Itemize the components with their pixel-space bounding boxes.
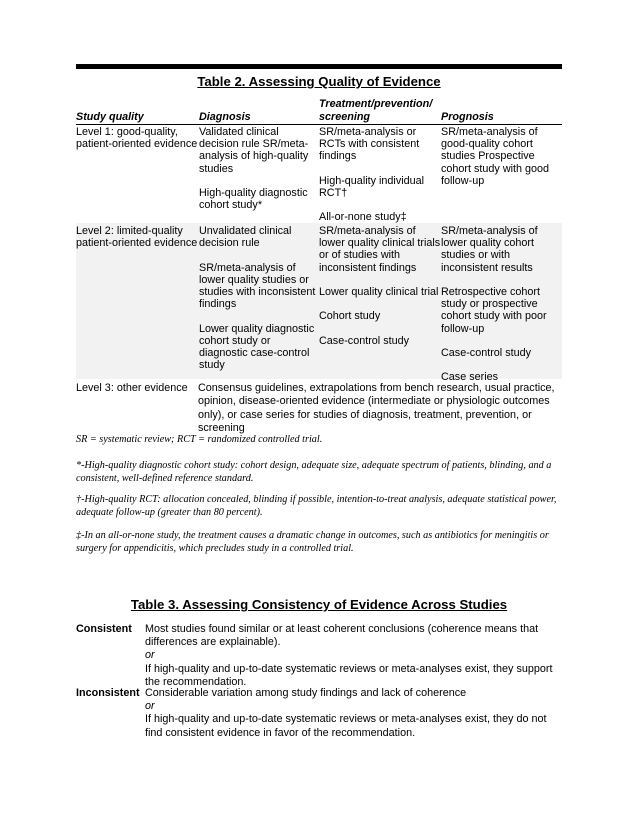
level2-prognosis	[441, 225, 561, 384]
level1-treatment-item: All-or-none study‡	[319, 211, 407, 224]
inconsistent-or: or	[145, 700, 155, 713]
level2-treatment	[319, 225, 441, 347]
level1-diagnosis-item: High-quality diagnostic cohort study*	[199, 187, 308, 212]
inconsistent-label: Inconsistent	[76, 687, 140, 699]
table3-title: Table 3. Assessing Consistency of Evidence Across Studies	[130, 597, 508, 612]
level3-label: Level 3: other evidence	[76, 382, 188, 394]
level3-text: Consensus guidelines, extrapolations from bench research, usual practice, opinion, disease-oriented evidence (intermediate or physiologic outcomes only), or case series for studies of diagnosis, treatment, prevention, or screening	[198, 382, 555, 435]
top-rule	[76, 64, 562, 69]
level2-prognosis-item: Case series	[441, 371, 499, 384]
consistent-text	[145, 623, 560, 689]
header-treatment: Treatment/prevention/ screening	[319, 98, 433, 123]
level1-treatment	[319, 126, 437, 224]
inconsistent-line: Considerable variation among study findings and lack of coherence	[145, 687, 467, 699]
level2-treatment-item: SR/meta-analysis of lower quality clinical trials or of studies with inconsistent findings	[319, 225, 441, 274]
level2-prognosis-item: SR/meta-analysis of lower quality cohort studies or with inconsistent results	[441, 225, 538, 274]
consistent-or: or	[145, 649, 155, 662]
consistent-label: Consistent	[76, 623, 132, 635]
level1-diagnosis	[199, 126, 319, 211]
level1-label: Level 1: good-quality, patient-oriented evidence	[76, 126, 198, 151]
consistent-line: If high-quality and up-to-date systematic reviews or meta-analyses exist, they support the recommendation.	[145, 662, 553, 688]
header-rule	[76, 124, 562, 125]
inconsistent-line: If high-quality and up-to-date systematic reviews or meta-analyses exist, they do not find consistent evidence in favor of the recommendation.	[145, 713, 547, 739]
table2-note: SR = systematic review; RCT = randomized controlled trial.	[76, 434, 323, 445]
level2-diagnosis-item: Unvalidated clinical decision rule	[199, 225, 292, 250]
table2-note: ‡-In an all-or-none study, the treatment causes a dramatic change in outcomes, such as antibiotics for meningitis or surgery for appendicitis, which precludes study in a controlled trial.	[76, 530, 549, 554]
level1-prognosis-item: SR/meta-analysis of good-quality cohort studies Prospective cohort study with good follow-up	[441, 126, 550, 187]
table2-note: †-High-quality RCT: allocation concealed, blinding if possible, intention-to-treat analysis, adequate statistical power, adequate follow-up (greater than 80 percent).	[76, 494, 557, 518]
level1-treatment-item: High-quality individual RCT†	[319, 174, 425, 199]
inconsistent-text	[145, 687, 560, 740]
header-study-quality: Study quality	[76, 111, 144, 123]
level2-treatment-item: Cohort study	[319, 310, 381, 323]
table2-title: Table 2. Assessing Quality of Evidence	[197, 74, 441, 89]
level2-prognosis-item: Retrospective cohort study or prospective cohort study with poor follow-up	[441, 286, 547, 335]
level2-treatment-item: Case-control study	[319, 334, 410, 347]
level2-diagnosis	[199, 225, 319, 371]
level1-diagnosis-item: Validated clinical decision rule SR/meta-analysis of high-quality studies	[199, 126, 309, 175]
header-prognosis: Prognosis	[441, 111, 494, 123]
level1-prognosis	[441, 126, 561, 187]
level2-treatment-item: Lower quality clinical trial	[319, 286, 439, 298]
header-diagnosis: Diagnosis	[199, 111, 251, 123]
table2-note: *-High-quality diagnostic cohort study: cohort design, adequate size, adequate spectrum of patients, blinding, and a consistent, well-defined reference standard.	[76, 460, 552, 484]
consistent-line: Most studies found similar or at least coherent conclusions (coherence means that differences are explainable).	[145, 623, 539, 649]
level2-label: Level 2: limited-quality patient-oriented evidence	[76, 225, 198, 250]
level2-prognosis-item: Case-control study	[441, 347, 532, 359]
level2-diagnosis-item: Lower quality diagnostic cohort study or diagnostic case-control study	[199, 322, 315, 372]
level2-diagnosis-item: SR/meta-analysis of lower quality studies or studies with inconsistent findings	[199, 261, 316, 311]
level1-treatment-item: SR/meta-analysis or RCTs with consistent findings	[319, 126, 420, 163]
